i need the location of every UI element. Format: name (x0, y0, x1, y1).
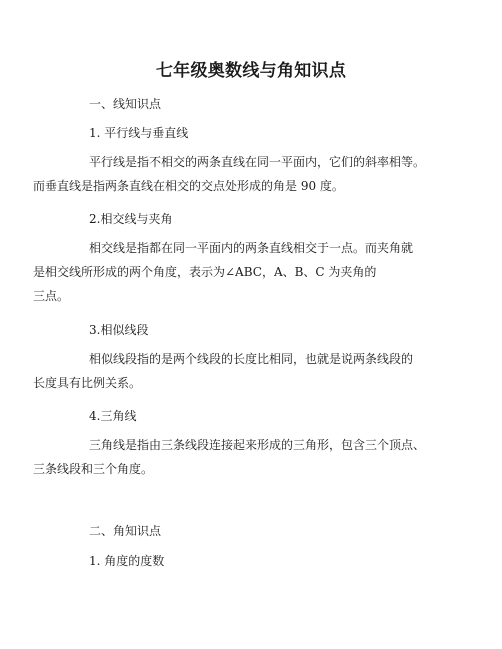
subheading-parallel-perpendicular: 1. 平行线与垂直线 (89, 126, 189, 140)
section-heading-angles: 二、角知识点 (89, 524, 162, 538)
paragraph-line: 长度具有比例关系。 (33, 376, 142, 390)
document-title: 七年级奥数线与角知识点 (155, 61, 347, 81)
paragraph-line: 三条线段和三个角度。 (33, 462, 154, 476)
paragraph-line: 平行线是指不相交的两条直线在同一平面内，它们的斜率相等。 (89, 155, 426, 169)
paragraph-line: 三点。 (33, 289, 70, 303)
paragraph-line: 相交线是指都在同一平面内的两条直线相交于一点。而夹角就 (89, 241, 414, 255)
subheading-similar-segments: 3.相似线段 (89, 323, 149, 337)
subheading-intersecting-angle: 2.相交线与夹角 (89, 212, 173, 226)
subheading-angle-degrees: 1. 角度的度数 (89, 554, 165, 568)
subheading-triangle-lines: 4.三角线 (89, 409, 137, 423)
paragraph-line: 是相交线所形成的两个角度，表示为∠ABC，A、B、C 为夹角的 (33, 265, 377, 279)
paragraph-line: 而垂直线是指两条直线在相交的交点处形成的角是 90 度。 (33, 179, 344, 193)
paragraph-line: 相似线段指的是两个线段的长度比相同，也就是说两条线段的 (89, 352, 414, 366)
paragraph-line: 三角线是指由三条线段连接起来形成的三角形，包含三个顶点、 (89, 438, 426, 452)
section-heading-lines: 一、线知识点 (89, 97, 162, 111)
